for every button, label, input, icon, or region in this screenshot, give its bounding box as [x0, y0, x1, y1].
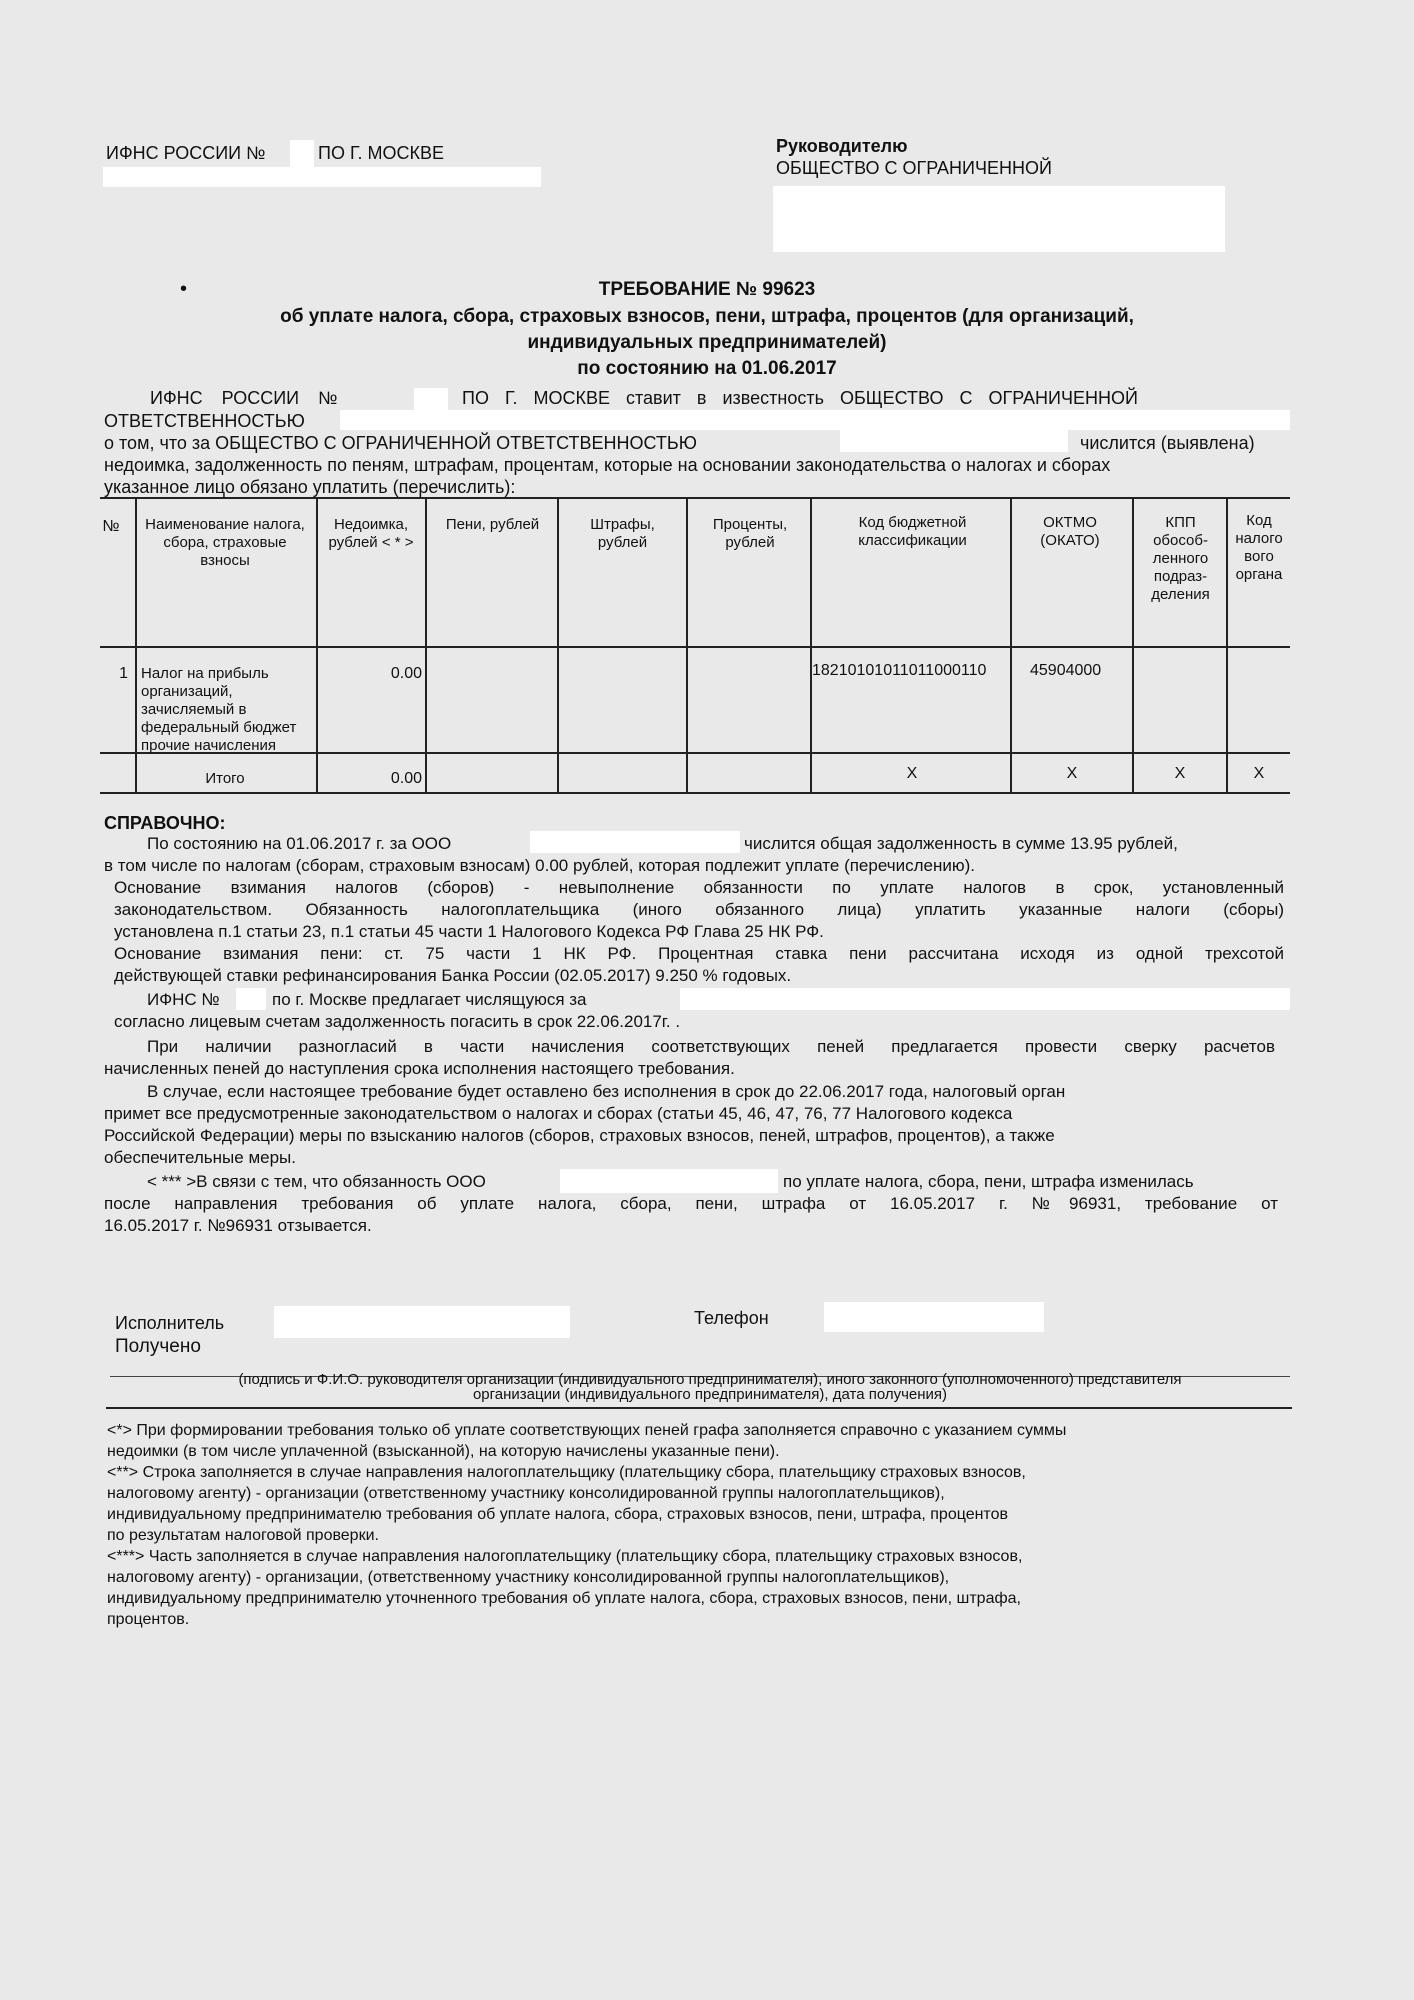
ref-p7-d: 16.05.2017 г. №96931 отзывается.	[104, 1216, 372, 1235]
total-kpp-x: X	[1174, 765, 1186, 782]
footnote-1-line1: <*> При формировании требования только об уплате соответствующих пеней графа заполняется справочно с указанием суммы	[107, 1422, 1067, 1439]
recipient-label: Руководителю	[776, 136, 908, 156]
intro-line3-a: о том, что за ОБЩЕСТВО С ОГРАНИЧЕННОЙ ОТВЕТСТВЕННОСТЬЮ	[104, 433, 697, 453]
recipient-org: ОБЩЕСТВО С ОГРАНИЧЕННОЙ	[776, 158, 1052, 178]
ref-p3-2: действующей ставки рефинансирования Банка России (02.05.2017) 9.250 % годовых.	[114, 966, 792, 985]
ref-p2-3: установлена п.1 статьи 23, п.1 статьи 45 части 1 Налогового Кодекса РФ Глава 25 НК РФ.	[114, 922, 824, 941]
document-date: по состоянию на 01.06.2017	[577, 358, 837, 379]
intro-line2: ОТВЕТСТВЕННОСТЬЮ	[104, 411, 305, 431]
ref-p6-3: Российской Федерации) меры по взысканию налогов (сборов, страховых взносов, пеней, штрафов, процентов), а также	[104, 1126, 1055, 1145]
intro-line4: недоимка, задолженность по пеням, штрафам, процентам, которые на основании законодательства о налогах и сборах	[104, 455, 1111, 475]
col-header-penalties: Пени, рублей	[445, 516, 540, 533]
redacted-org-name-3	[530, 831, 740, 853]
ref-p4-b: по г. Москве предлагает числящуюся за	[272, 990, 587, 1009]
col-header-interest: Проценты, рублей	[712, 516, 788, 551]
row-number: 1	[119, 665, 128, 682]
ref-p7-b: по уплате налога, сбора, пени, штрафа изменилась	[783, 1172, 1194, 1191]
row-kbk: 18210101011011000110	[812, 662, 987, 679]
footnote-2-line3: индивидуальному предпринимателю требования об уплате налога, сбора, страховых взносов, пени, штрафа, процентов	[107, 1506, 1008, 1523]
reference-heading: СПРАВОЧНО:	[104, 813, 226, 833]
col-header-kbk: Код бюджетной классификации	[858, 514, 967, 549]
col-header-kpp: КПП обособ- ленного подраз- деления	[1151, 514, 1210, 603]
redacted-phone-number	[824, 1302, 1044, 1332]
signature-caption-2: организации (индивидуального предпринимателя), дата получения)	[472, 1386, 948, 1403]
redacted-inspection-number-3	[236, 988, 266, 1010]
ref-p6-4: обеспечительные меры.	[104, 1148, 296, 1167]
intro-line5: указанное лицо обязано уплатить (перечислить):	[104, 477, 516, 497]
footnote-1-line2: недоимки (в том числе уплаченной (взысканной), на которую начислены указанные пени).	[107, 1443, 780, 1460]
document-subtitle-2: индивидуальных предпринимателей)	[527, 332, 887, 353]
ref-p2-1: Основание взимания налогов (сборов) - невыполнение обязанности по уплате налогов в срок, установленный	[114, 878, 1284, 897]
stray-mark: •	[180, 278, 188, 300]
intro-line1-b: ПО Г. МОСКВЕ ставит в известность ОБЩЕСТВО С ОГРАНИЧЕННОЙ	[462, 388, 1138, 408]
intro-line1-a: ИФНС РОССИИ №	[150, 388, 338, 408]
redacted-recipient-details	[773, 186, 1225, 252]
redacted-org-name-2	[840, 430, 1068, 452]
col-header-number: №	[102, 518, 120, 535]
ref-p5-1: При наличии разногласий в части начисления соответствующих пеней предлагается провести сверку расчетов	[147, 1037, 1275, 1056]
col-header-arrears: Недоимка, рублей < * >	[328, 516, 414, 551]
document-subtitle-1: об уплате налога, сбора, страховых взносов, пени, штрафа, процентов (для организаций,	[280, 306, 1134, 327]
col-header-fines: Штрафы, рублей	[590, 516, 655, 551]
redacted-org-name-4	[560, 1169, 778, 1193]
executor-label: Исполнитель	[115, 1313, 225, 1333]
redacted-org-name	[340, 410, 1290, 430]
ref-p3-1: Основание взимания пени: ст. 75 части 1 НК РФ. Процентная ставка пени рассчитана исходя из одной трехсотой	[114, 944, 1284, 963]
sender-suffix: ПО Г. МОСКВЕ	[318, 143, 444, 163]
footnote-3-line4: процентов.	[107, 1611, 190, 1628]
sender-prefix: ИФНС РОССИИ №	[106, 143, 266, 163]
received-label: Получено	[115, 1336, 201, 1357]
col-header-oktmo: ОКТМО (ОКАТО)	[1040, 514, 1100, 549]
row-tax-name: Налог на прибыль организаций, зачисляемый в федеральный бюджет прочие начисления	[141, 665, 297, 754]
footnotes-divider	[106, 1407, 1292, 1409]
redacted-sender-address	[103, 167, 541, 187]
ref-p4-a: ИФНС №	[147, 990, 220, 1009]
redacted-inspection-number-2	[414, 388, 448, 412]
ref-p1-c: в том числе по налогам (сборам, страховым взносам) 0.00 рублей, которая подлежит уплате (перечислению).	[104, 856, 975, 875]
ref-p1-b: числится общая задолженность в сумме 13.95 рублей,	[744, 834, 1178, 853]
ref-p5-2: начисленных пеней до наступления срока исполнения настоящего требования.	[104, 1059, 735, 1078]
footnote-2-line4: по результатам налоговой проверки.	[107, 1527, 379, 1544]
phone-label: Телефон	[694, 1308, 769, 1328]
row-arrears: 0.00	[390, 665, 422, 682]
total-arrears: 0.00	[390, 770, 422, 787]
ref-p7-a: < *** >В связи с тем, что обязанность ООО	[147, 1172, 486, 1191]
signature-caption-1: (подпись и Ф.И.О. руководителя организации (индивидуального предпринимателя), иного законного (уполномоченного) представителя	[238, 1371, 1182, 1388]
document-title: ТРЕБОВАНИЕ № 99623	[598, 279, 816, 300]
footnote-2-line2: налоговому агенту) - организации (ответственному участнику консолидированной группы налогоплательщиков),	[107, 1485, 945, 1502]
footnote-3-line3: индивидуальному предпринимателю уточненного требования об уплате налога, сбора, страховых взносов, пени, штрафа,	[107, 1590, 1021, 1607]
ref-p6-1: В случае, если настоящее требование будет оставлено без исполнения в срок до 22.06.2017 года, налоговый орган	[147, 1082, 1066, 1101]
total-label: Итого	[205, 770, 245, 787]
intro-line3-b: числится (выявлена)	[1080, 433, 1255, 453]
total-kbk-x: X	[906, 765, 918, 782]
ref-p7-c: после направления требования об уплате налога, сбора, пени, штрафа от 16.05.2017 г. №96931, требование от	[104, 1194, 1278, 1213]
footnote-3-line2: налоговому агенту) - организации, (ответственному участнику консолидированной группы налогоплательщиков),	[107, 1569, 950, 1586]
total-office-x: X	[1253, 765, 1265, 782]
total-oktmo-x: X	[1066, 765, 1078, 782]
redacted-inspection-number	[290, 140, 314, 168]
ref-p1-a: По состоянию на 01.06.2017 г. за ООО	[147, 834, 452, 853]
ref-p6-2: примет все предусмотренные законодательством о налогах и сборах (статьи 45, 46, 47, 76, 77 Налогового кодекса	[104, 1104, 1013, 1123]
footnote-2-line1: <**> Строка заполняется в случае направления налогоплательщику (плательщику сбора, плательщику страховых взносов,	[107, 1464, 1026, 1481]
footnote-3-line1: <***> Часть заполняется в случае направления налогоплательщику (плательщику сбора, плательщику страховых взносов,	[107, 1548, 1023, 1565]
col-header-name: Наименование налога, сбора, страховые взносы	[145, 516, 305, 569]
col-header-tax-office: Код налого вого органа	[1235, 512, 1283, 583]
redacted-account-details	[680, 988, 1290, 1010]
redacted-executor-name	[274, 1306, 570, 1338]
ref-p2-2: законодательством. Обязанность налогоплательщика (иного обязанного лица) уплатить указанные налоги (сборы)	[114, 900, 1284, 919]
ref-p4-c: согласно лицевым счетам задолженность погасить в срок 22.06.2017г. .	[114, 1012, 681, 1031]
row-oktmo: 45904000	[1030, 662, 1102, 679]
